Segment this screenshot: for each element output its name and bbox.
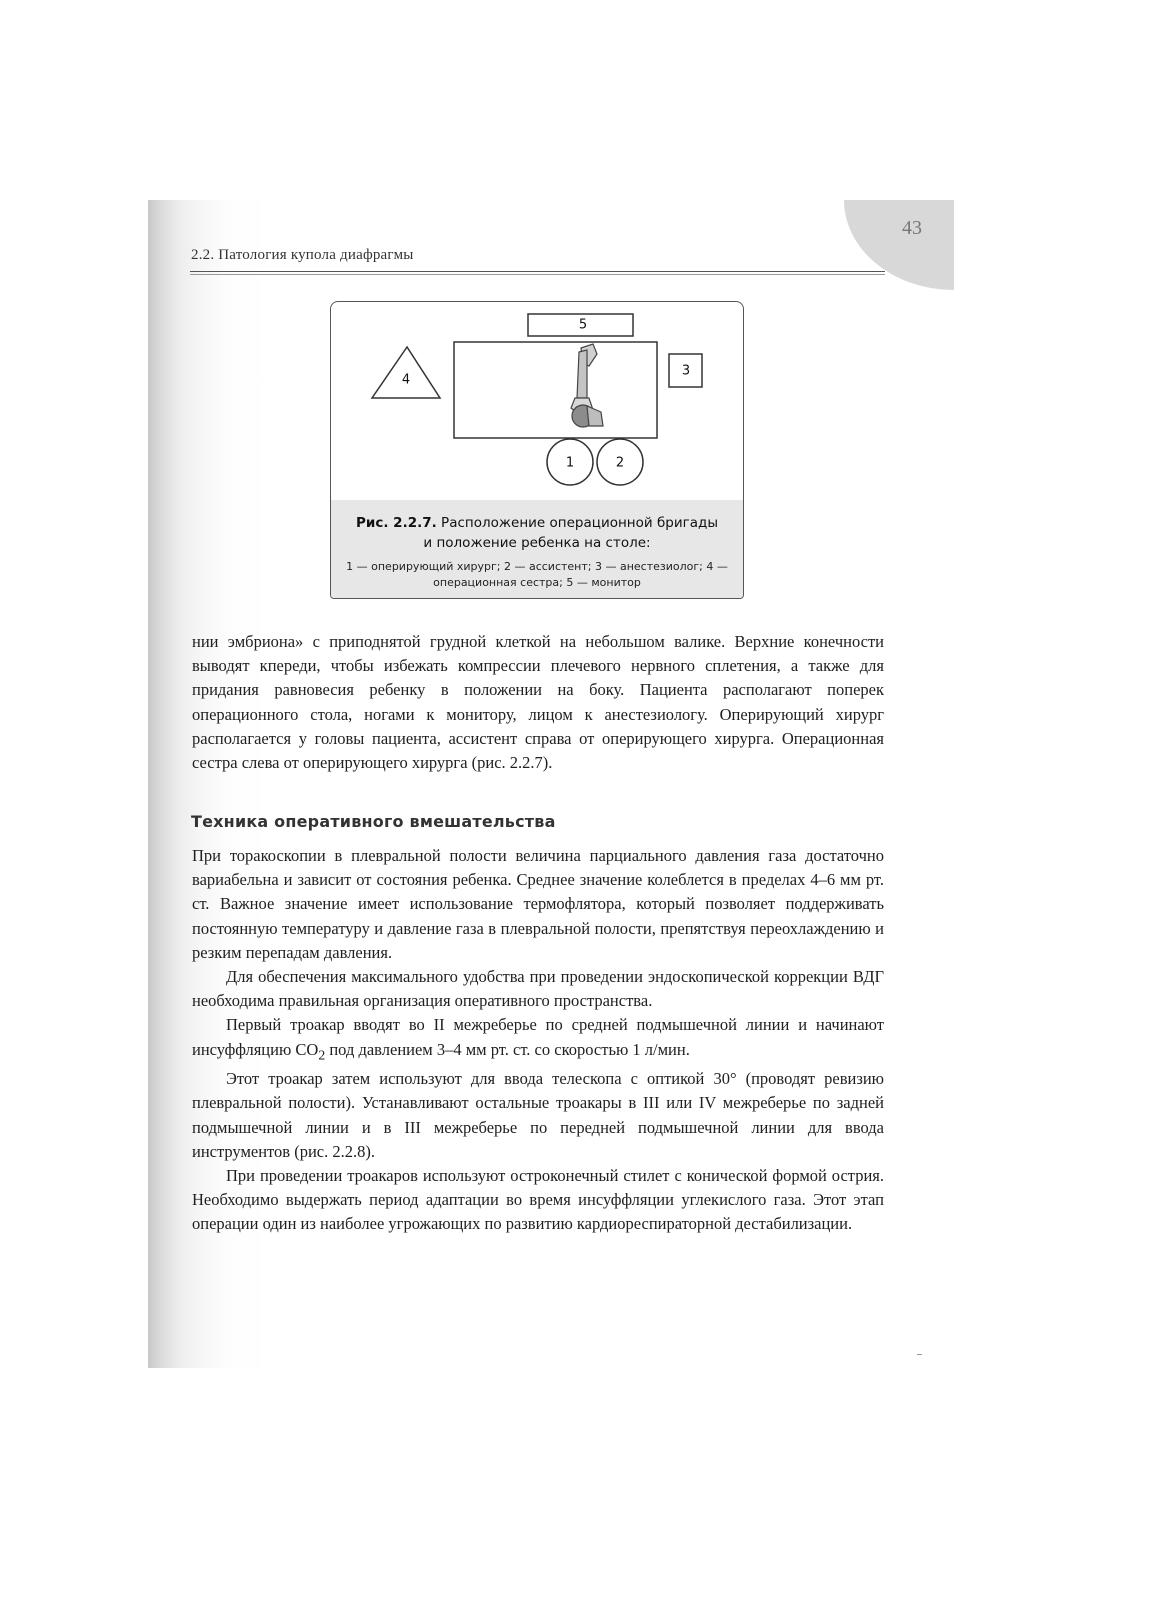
anesthesiologist-label: 3 (681, 363, 691, 379)
first-trocar-text: Первый троакар вводят во II межреберье по средней подмышечной линии и начинают инсуффляцию CO (192, 1015, 884, 1059)
nurse-label: 4 (401, 372, 411, 388)
section-title: Техника оперативного вмешательства (191, 812, 556, 831)
caption-title-line1: Расположение операционной бригады (441, 515, 718, 531)
paragraph-block-1 (192, 630, 884, 775)
page-number: 43 (902, 217, 922, 239)
operating-room-diagram (331, 302, 744, 502)
assistant-label: 2 (615, 455, 625, 471)
operating-table (454, 342, 657, 438)
paragraph-block-2 (192, 844, 884, 1237)
caption-legend: 1 — оперирующий хирург; 2 — ассистент; 3 — анестезиолог; 4 — операционная сестра; 5 — монитор (346, 560, 728, 589)
paragraph-telescope: Этот троакар затем используют для ввода телескопа с оптикой 30° (проводят ревизию плевральной полости). Устанавливают остальные троакары в III или IV межреберье по задней подмышечной линии и в III межреберье по передней подмышечной линии для ввода инструментов (рис. 2.2.8). (192, 1069, 884, 1161)
surgeon-label: 1 (565, 455, 575, 471)
figure-caption (331, 500, 743, 599)
paragraph-first-trocar (192, 1013, 884, 1067)
monitor-label: 5 (578, 317, 588, 333)
co2-subscript: 2 (318, 1046, 326, 1062)
scan-speck (917, 1354, 922, 1355)
page-corner-tab (844, 200, 954, 290)
header-rule (190, 271, 885, 275)
running-head: 2.2. Патология купола диафрагмы (191, 247, 414, 263)
caption-number: Рис. 2.2.7. (356, 515, 437, 531)
paragraph-pressure: При торакоскопии в плевральной полости величина парциального давления газа достаточно вариабельна и зависит от состояния ребенка. Среднее значение колеблется в пределах 4–6 мм рт. ст. Важное значение имеет использование термофлятора, который позволяет поддерживать постоянную температуру и давление газа в плевральной полости, препятствуя переохлаждению и резким перепадам давления. (192, 846, 884, 962)
paragraph-organization: Для обеспечения максимального удобства при проведении эндоскопической коррекции ВДГ необходима правильная организация оперативного пространства. (192, 967, 884, 1011)
first-trocar-text-end: под давлением 3–4 мм рт. ст. со скоростью 1 л/мин. (325, 1039, 690, 1059)
paragraph-stylet: При проведении троакаров используют остроконечный стилет с конической формой острия. Необходимо выдержать период адаптации во время инсуффляции углекислого газа. Этот этап операции один из наиболее угрожающих по развитию кардиореспираторной дестабилизации. (192, 1165, 884, 1234)
caption-title-line2: и положение ребенка на столе: (423, 535, 651, 551)
paragraph-patient-position: нии эмбриона» с приподнятой грудной клеткой на небольшом валике. Верхние конечности выводят кпереди, чтобы избежать компрессии плечевого нервного сплетения, а также для придания равновесия ребенку в положении на боку. Пациента располагают поперек операционного стола, ногами к монитору, лицом к анестезиологу. Оперирующий хирург располагается у головы пациента, ассистент справа от оперирующего хирурга. Операционная сестра слева от оперирующего хирурга (рис. 2.2.7). (192, 632, 884, 773)
figure-operating-team-layout (330, 301, 744, 599)
